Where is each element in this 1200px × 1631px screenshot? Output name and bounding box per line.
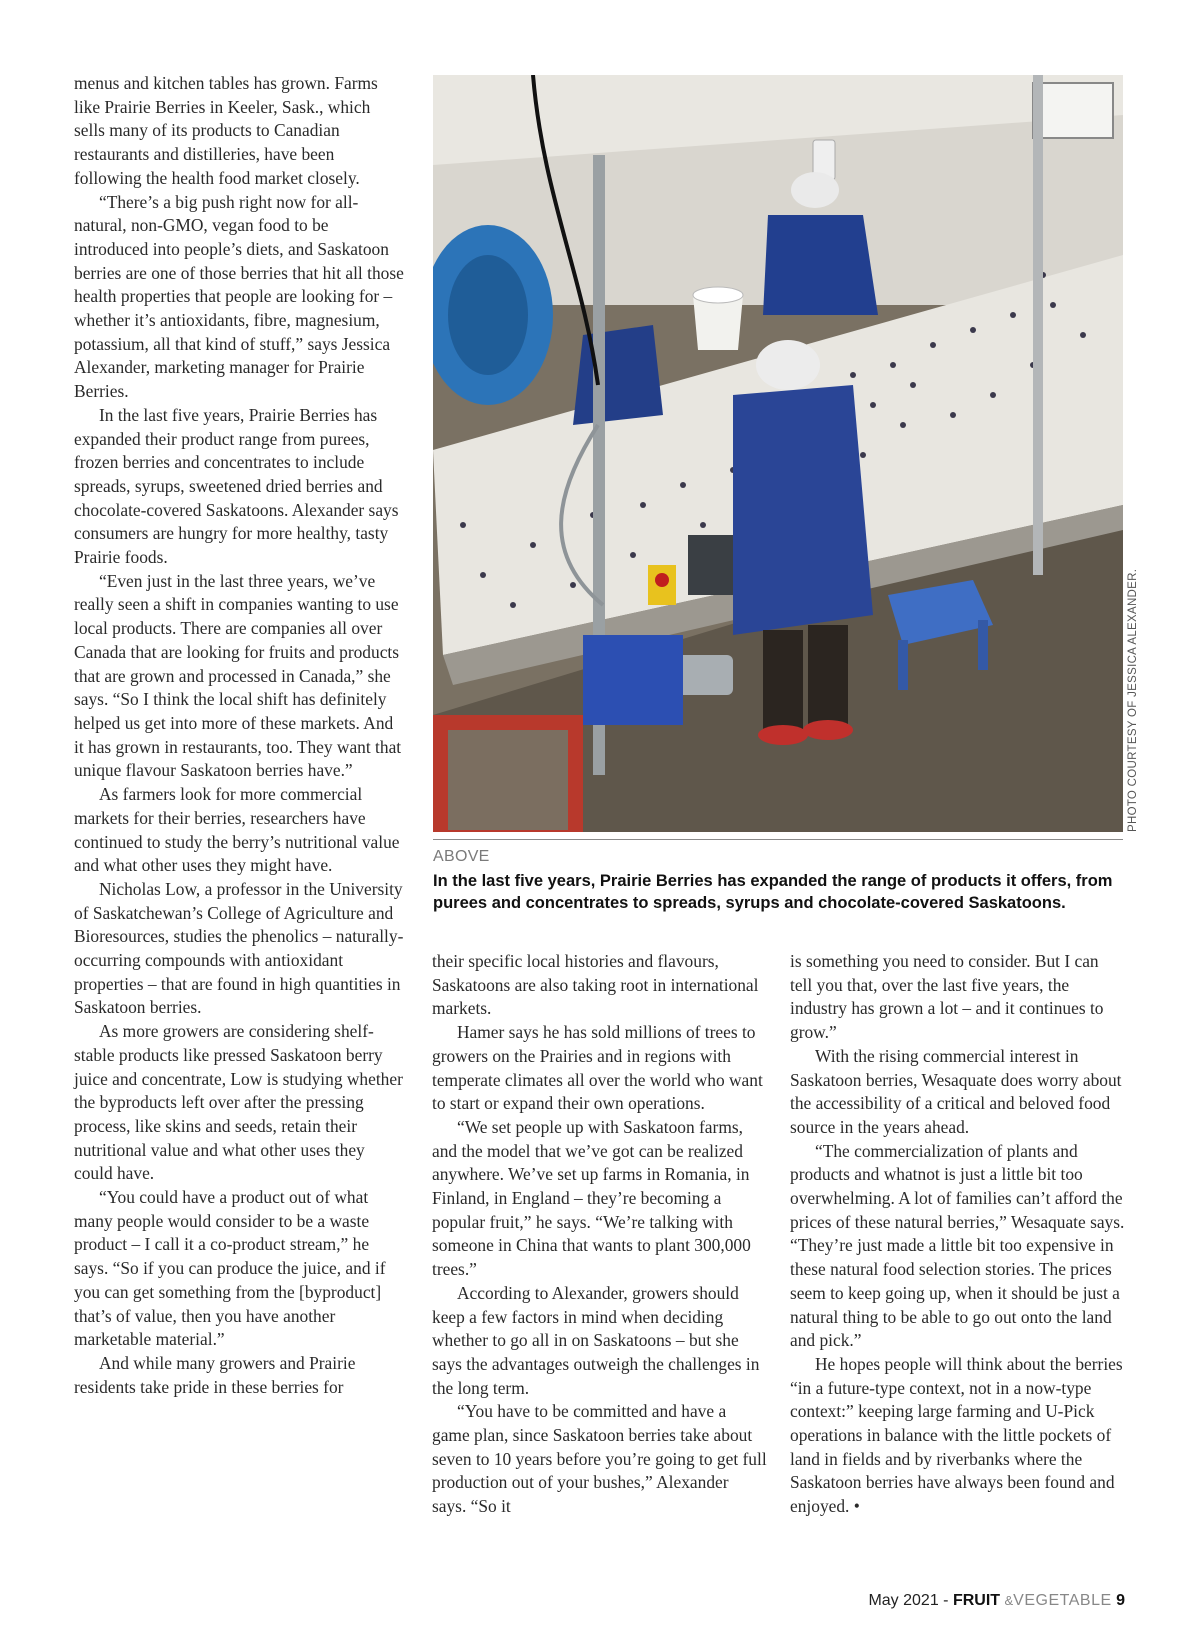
article-column-right xyxy=(790,950,1125,1519)
paragraph: In the last five years, Prairie Berries has expanded their product range from purees, frozen berries and concentrates to include spreads, syrups, sweetened dried berries and chocolate-covered Saskatoons. Alexander says consumers are hungry for more healthy, tasty Prairie foods. xyxy=(74,404,399,568)
caption-divider xyxy=(433,839,1123,840)
article-column-middle xyxy=(432,950,767,1519)
photo-illustration xyxy=(433,75,1123,832)
footer-brand-secondary: VEGETABLE xyxy=(1013,1592,1112,1609)
article-column-left xyxy=(74,72,404,1399)
paragraph: “Even just in the last three years, we’ve really seen a shift in companies wanting to use local products. There are companies all over Canada that are looking for fruits and products that are grown and processed in Canada,” she says. “So I think the local shift has definitely helped us get into more of these markets. And it has grown in restaurants, too. They want that unique flavour Saskatoon berries have.” xyxy=(74,570,402,781)
footer-brand: FRUIT xyxy=(952,1592,1001,1609)
paragraph: is something you need to consider. But I can tell you that, over the last five years, the industry has grown a lot – and it continues to grow.” xyxy=(790,951,1104,1043)
footer-date: May 2021 - xyxy=(868,1592,953,1609)
page-number: 9 xyxy=(1116,1592,1125,1609)
paragraph: their specific local histories and flavours, Saskatoons are also taking root in international markets. xyxy=(432,951,759,1019)
footer-amp: & xyxy=(1004,1593,1014,1608)
paragraph: As farmers look for more commercial markets for their berries, researchers have continued to study the berry’s nutritional value and what other uses they might have. xyxy=(74,784,400,876)
paragraph: “There’s a big push right now for all-natural, non-GMO, vegan food to be introduced into people’s diets, and Saskatoon berries are one of those berries that hit all those health properties that people are looking for – whether it’s antioxidants, fibre, magnesium, potassium, all that kind of stuff,” says Jessica Alexander, marketing manager for Prairie Berries. xyxy=(74,191,404,402)
paragraph: He hopes people will think about the berries “in a future-type context, not in a now-type context:” keeping large farming and U-Pick operations in balance with the little pockets of land in fields and by riverbanks where the Saskatoon berries have always been found and enjoyed. • xyxy=(790,1353,1123,1517)
berry-sorting-photo xyxy=(433,75,1123,832)
photo-caption: In the last five years, Prairie Berries has expanded the range of products it offers, from purees and concentrates to spreads, syrups and chocolate-covered Saskatoons. xyxy=(433,872,1113,912)
paragraph: menus and kitchen tables has grown. Farms like Prairie Berries in Keeler, Sask., which sells many of its products to Canadian restaurants and distilleries, have been following the health food market closely. xyxy=(74,73,378,188)
paragraph: Nicholas Low, a professor in the University of Saskatchewan’s College of Agriculture and Bioresources, studies the phenolics – naturally-occurring compounds with antioxidant properties – that are found in high quantities in Saskatoon berries. xyxy=(74,878,404,1018)
paragraph: “We set people up with Saskatoon farms, and the model that we’ve got can be realized anywhere. We’ve set up farms in Romania, in Finland, in England – they’re becoming a popular fruit,” he says. “We’re talking with someone in China that wants to plant 300,000 trees.” xyxy=(432,1116,751,1280)
paragraph: And while many growers and Prairie residents take pride in these berries for xyxy=(74,1352,356,1397)
paragraph: As more growers are considering shelf-stable products like pressed Saskatoon berry juice and concentrate, Low is studying whether the byproducts left over after the pressing process, like skins and seeds, retain their nutritional value and what other uses they could have. xyxy=(74,1021,403,1184)
paragraph: With the rising commercial interest in Saskatoon berries, Wesaquate does worry about the accessibility of a critical and beloved food source in the years ahead. xyxy=(790,1045,1122,1137)
paragraph: “The commercialization of plants and products and whatnot is just a little bit too overwhelming. A lot of families can’t afford the prices of these natural berries,” Wesaquate says. “They’re just made a little bit too expensive in these natural food selection stories. The prices seem to keep going up, when it should be just a natural thing to be able to go out onto the land and pick.” xyxy=(790,1140,1125,1351)
photo-credit: PHOTO COURTESY OF JESSICA ALEXANDER. xyxy=(1127,568,1139,832)
paragraph: “You could have a product out of what many people would consider to be a waste product – I call it a co-product stream,” he says. “So if you can produce the juice, and if you can get something from the [byproduct] that’s of value, then you have another marketable material.” xyxy=(74,1187,386,1350)
paragraph: “You have to be committed and have a game plan, since Saskatoon berries take about seven to 10 years before you’re going to get full production out of your bushes,” Alexander says. “So it xyxy=(432,1401,767,1517)
caption-label: ABOVE xyxy=(433,848,490,865)
paragraph: According to Alexander, growers should keep a few factors in mind when deciding whether to go all in on Saskatoons – but she says the advantages outweigh the challenges in the long term. xyxy=(432,1282,760,1398)
page-footer xyxy=(868,1592,1125,1610)
paragraph: Hamer says he has sold millions of trees to growers on the Prairies and in regions with temperate climates all over the world who want to start or expand their own operations. xyxy=(432,1022,763,1114)
